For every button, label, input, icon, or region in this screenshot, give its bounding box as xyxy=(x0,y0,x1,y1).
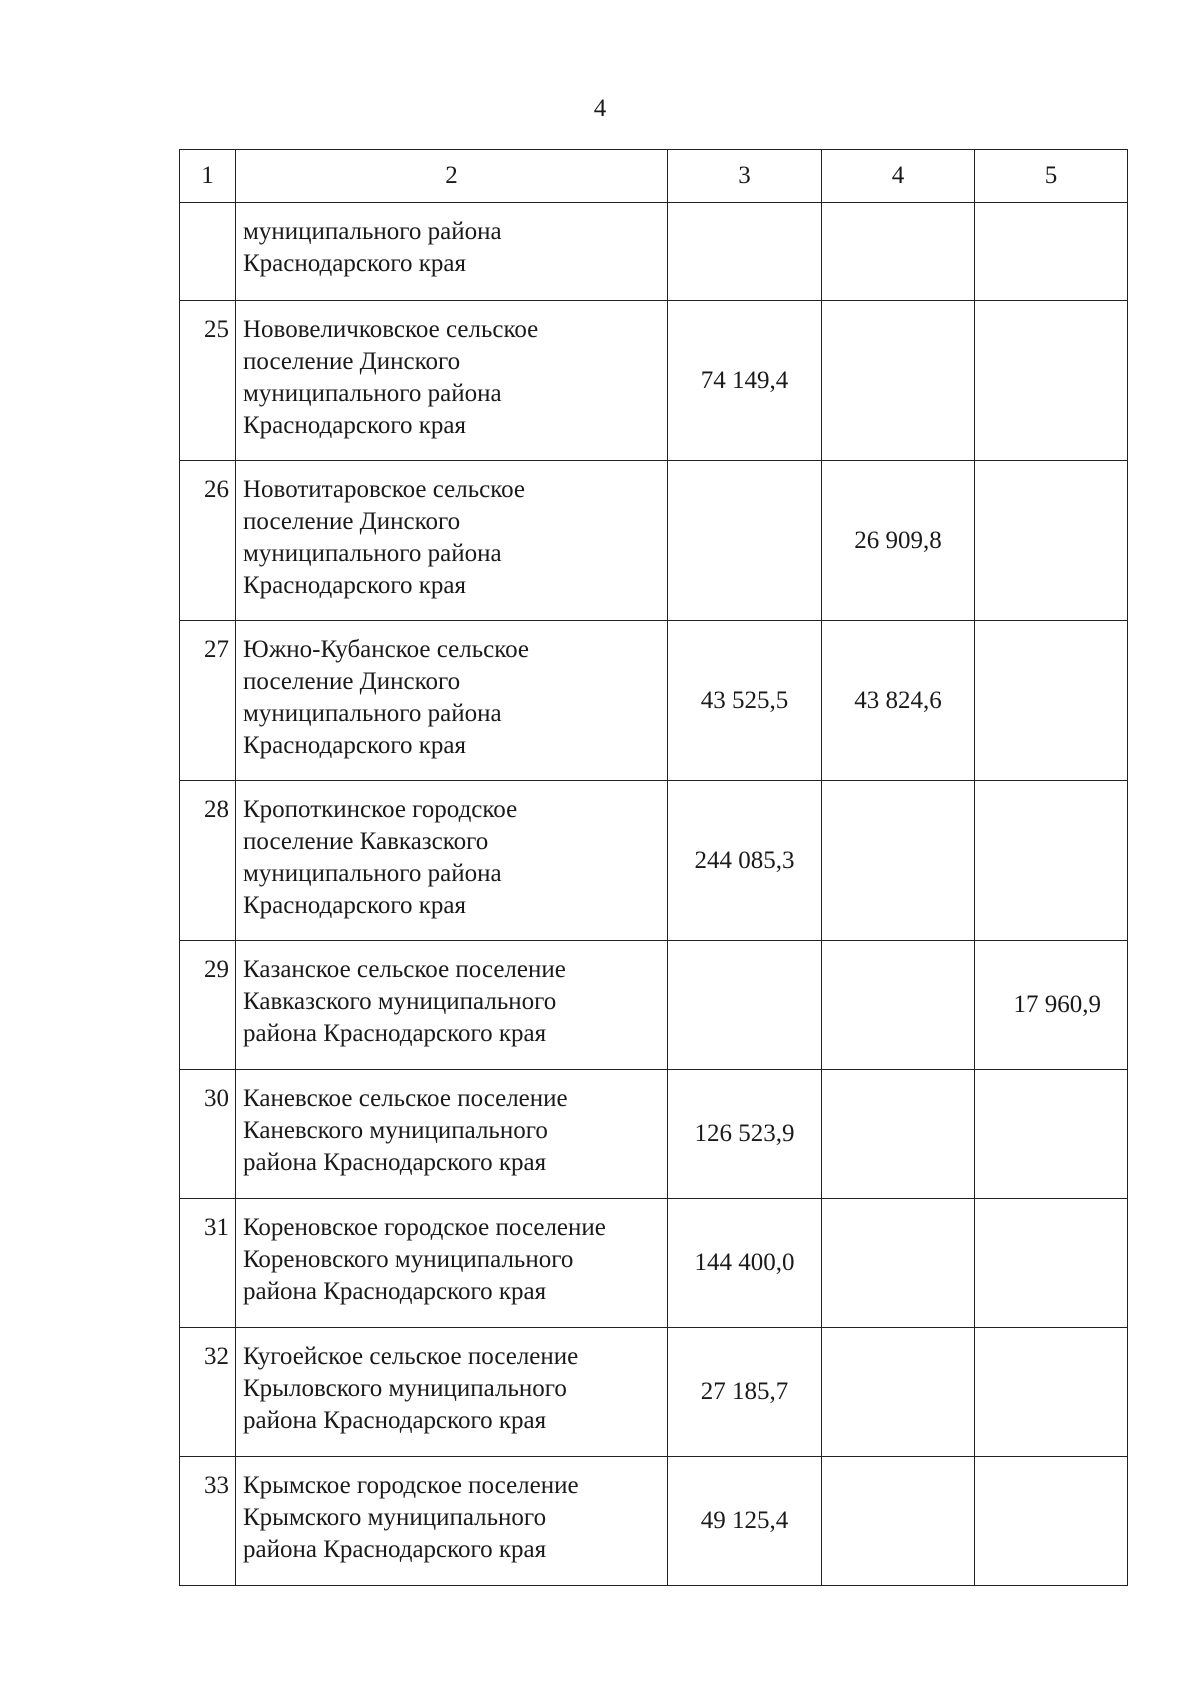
name-line: поселение Динского xyxy=(243,668,461,695)
name-line: муниципального района xyxy=(243,380,502,407)
value-col-4: 43 824,6 xyxy=(822,621,975,781)
name-line: муниципального района xyxy=(243,218,502,245)
value-col-3: 144 400,0 xyxy=(668,1199,822,1328)
row-number: 29 xyxy=(180,941,236,1070)
value-col-3: 27 185,7 xyxy=(668,1328,822,1457)
name-line: поселение Динского xyxy=(243,508,461,535)
value-col-4 xyxy=(822,941,975,1070)
page-number: 4 xyxy=(593,95,607,122)
row-number: 31 xyxy=(180,1199,236,1328)
table-row xyxy=(180,1457,1128,1586)
value-col-3 xyxy=(668,461,822,621)
row-number: 26 xyxy=(180,461,236,621)
table-header-row xyxy=(180,150,1128,203)
value-col-5: 17 960,9 xyxy=(975,941,1128,1070)
header-col-1: 1 xyxy=(180,150,236,203)
value-col-5 xyxy=(975,1199,1128,1328)
value-col-4 xyxy=(822,301,975,461)
name-line: Каневского муниципального xyxy=(243,1117,548,1144)
name-line: Кропоткинское городское xyxy=(243,796,518,823)
name-line: района Краснодарского края xyxy=(243,1536,547,1563)
table-row xyxy=(180,301,1128,461)
table-row xyxy=(180,941,1128,1070)
value-col-3 xyxy=(668,941,822,1070)
value-col-4 xyxy=(822,1328,975,1457)
value-col-5 xyxy=(975,781,1128,941)
name-line: поселение Кавказского xyxy=(243,828,489,855)
table-row-continuation xyxy=(180,203,1128,301)
row-number: 33 xyxy=(180,1457,236,1586)
name-line: Крымского муниципального xyxy=(243,1504,547,1531)
municipality-name xyxy=(236,781,668,941)
name-line: Нововеличковское сельское xyxy=(243,316,539,343)
name-line: Кугоейское сельское поселение xyxy=(243,1343,579,1370)
value-col-4 xyxy=(822,1457,975,1586)
value-col-5 xyxy=(975,1328,1128,1457)
row-number: 27 xyxy=(180,621,236,781)
table-row xyxy=(180,781,1128,941)
table-row xyxy=(180,1199,1128,1328)
name-line: поселение Динского xyxy=(243,348,461,375)
value-col-4 xyxy=(822,1070,975,1199)
row-number xyxy=(180,203,236,301)
row-number: 28 xyxy=(180,781,236,941)
value-col-4 xyxy=(822,781,975,941)
name-line: района Краснодарского края xyxy=(243,1020,547,1047)
value-col-5 xyxy=(975,621,1128,781)
name-line: Крымское городское поселение xyxy=(243,1472,579,1499)
value-col-5 xyxy=(975,1457,1128,1586)
municipality-name xyxy=(236,1199,668,1328)
table-row xyxy=(180,621,1128,781)
table-row xyxy=(180,1328,1128,1457)
name-line: муниципального района xyxy=(243,540,502,567)
municipality-name xyxy=(236,461,668,621)
value-col-3: 49 125,4 xyxy=(668,1457,822,1586)
value-col-5 xyxy=(975,301,1128,461)
name-line: Кореновское городское поселение xyxy=(243,1214,606,1241)
name-line: Краснодарского края xyxy=(243,250,466,277)
municipality-name xyxy=(236,621,668,781)
name-line: района Краснодарского края xyxy=(243,1278,547,1305)
value-col-4 xyxy=(822,1199,975,1328)
municipality-name xyxy=(236,1328,668,1457)
name-line: Казанское сельское поселение xyxy=(243,956,566,983)
municipality-name xyxy=(236,1070,668,1199)
name-line: Кореновского муниципального xyxy=(243,1246,574,1273)
municipality-name xyxy=(236,941,668,1070)
name-line: Южно-Кубанское сельское xyxy=(243,636,530,663)
municipality-name xyxy=(236,301,668,461)
header-col-5: 5 xyxy=(975,150,1128,203)
name-line: Краснодарского края xyxy=(243,892,466,919)
name-line: муниципального района xyxy=(243,700,502,727)
value-col-3: 244 085,3 xyxy=(668,781,822,941)
table-row xyxy=(180,1070,1128,1199)
name-line: Краснодарского края xyxy=(243,572,466,599)
name-line: Каневское сельское поселение xyxy=(243,1085,568,1112)
row-number: 30 xyxy=(180,1070,236,1199)
header-col-2: 2 xyxy=(236,150,668,203)
value-col-4 xyxy=(822,203,975,301)
value-col-4: 26 909,8 xyxy=(822,461,975,621)
header-col-3: 3 xyxy=(668,150,822,203)
municipality-name xyxy=(236,1457,668,1586)
row-number: 25 xyxy=(180,301,236,461)
value-col-3: 126 523,9 xyxy=(668,1070,822,1199)
name-line: Краснодарского края xyxy=(243,732,466,759)
name-line: Крыловского муниципального xyxy=(243,1375,567,1402)
header-col-4: 4 xyxy=(822,150,975,203)
allocation-table xyxy=(179,149,1128,1586)
value-col-5 xyxy=(975,1070,1128,1199)
name-line: Новотитаровское сельское xyxy=(243,476,526,503)
name-line: муниципального района xyxy=(243,860,502,887)
municipality-name xyxy=(236,203,668,301)
value-col-5 xyxy=(975,203,1128,301)
name-line: района Краснодарского края xyxy=(243,1407,547,1434)
name-line: Краснодарского края xyxy=(243,412,466,439)
table-row xyxy=(180,461,1128,621)
value-col-3: 74 149,4 xyxy=(668,301,822,461)
row-number: 32 xyxy=(180,1328,236,1457)
value-col-3 xyxy=(668,203,822,301)
name-line: Кавказского муниципального xyxy=(243,988,557,1015)
name-line: района Краснодарского края xyxy=(243,1149,547,1176)
value-col-5 xyxy=(975,461,1128,621)
value-col-3: 43 525,5 xyxy=(668,621,822,781)
